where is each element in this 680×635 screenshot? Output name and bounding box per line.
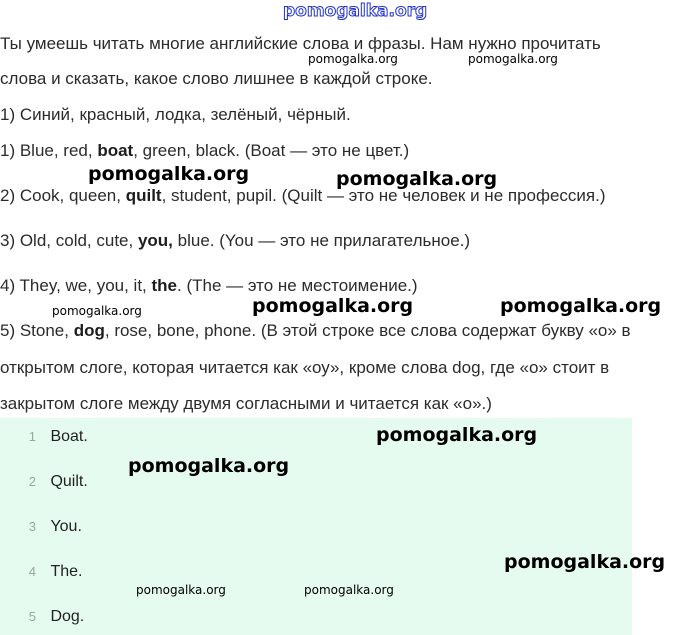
item-text: 1) Blue, red, — [0, 141, 98, 160]
item-2 — [0, 185, 606, 207]
item-4 — [0, 275, 418, 297]
watermark: pomogalka.org — [136, 583, 226, 597]
watermark-top: pomogalka.org — [283, 1, 428, 21]
answer-text: Dog. — [50, 608, 85, 625]
watermark: pomogalka.org — [468, 52, 558, 66]
item-text: blue. (You — это не прилагательное.) — [172, 231, 471, 250]
answer-row — [0, 608, 84, 626]
watermark: pomogalka.org — [504, 551, 666, 573]
answer-number: 2 — [28, 474, 36, 489]
watermark: pomogalka.org — [128, 455, 290, 477]
odd-word: the — [151, 276, 177, 295]
answer-number: 5 — [28, 609, 36, 624]
answer-number: 4 — [28, 564, 36, 579]
odd-word: dog — [73, 321, 105, 340]
answer-text: Boat. — [50, 428, 88, 445]
item-text: , rose, bone, phone. (В этой строке все слова содержат букву «о» в — [104, 321, 631, 340]
odd-word: you, — [137, 231, 173, 250]
answer-number: 3 — [28, 519, 36, 534]
answer-row — [0, 563, 82, 581]
watermark: pomogalka.org — [304, 583, 394, 597]
russian-words-line: 1) Синий, красный, лодка, зелёный, чёрный. — [0, 105, 351, 124]
item-text: 4) They, we, you, it, — [0, 276, 152, 295]
answer-row — [0, 518, 82, 536]
answer-text: The. — [50, 563, 83, 580]
item-5-line-3: закрытом слоге между двумя согласными и читается как «о».) — [0, 394, 492, 413]
item-5-line-2: открытом слоге, которая читается как «оу», кроме слова dog, где «о» стоит в — [0, 358, 610, 377]
answers-box — [0, 418, 632, 635]
item-text: , student, pupil. (Quilt — это не человек и не профессия.) — [161, 186, 606, 205]
item-1 — [0, 140, 409, 162]
watermark: pomogalka.org — [376, 424, 538, 446]
answer-text: Quilt. — [50, 473, 88, 490]
item-text: 2) Cook, queen, — [0, 186, 126, 205]
answer-row — [0, 473, 88, 491]
intro-line-1: Ты умеешь читать многие английские слова и фразы. Нам нужно прочитать — [0, 34, 601, 53]
watermark: pomogalka.org — [52, 304, 142, 318]
watermark: pomogalka.org — [252, 295, 414, 317]
answer-row — [0, 428, 88, 446]
watermark: pomogalka.org — [336, 168, 498, 190]
item-text: 5) Stone, — [0, 321, 74, 340]
answer-text: You. — [50, 518, 82, 535]
watermark: pomogalka.org — [500, 295, 662, 317]
intro-line-2: слова и сказать, какое слово лишнее в каждой строке. — [0, 69, 433, 88]
odd-word: quilt — [125, 186, 162, 205]
watermark: pomogalka.org — [308, 52, 398, 66]
answer-number: 1 — [28, 429, 36, 444]
odd-word: boat — [97, 141, 134, 160]
item-text: . (The — это не местоимение.) — [177, 276, 418, 295]
item-3 — [0, 230, 470, 252]
item-text: , green, black. (Boat — это не цвет.) — [133, 141, 410, 160]
item-5 — [0, 320, 631, 342]
watermark: pomogalka.org — [88, 163, 250, 185]
item-text: 3) Old, cold, cute, — [0, 231, 138, 250]
